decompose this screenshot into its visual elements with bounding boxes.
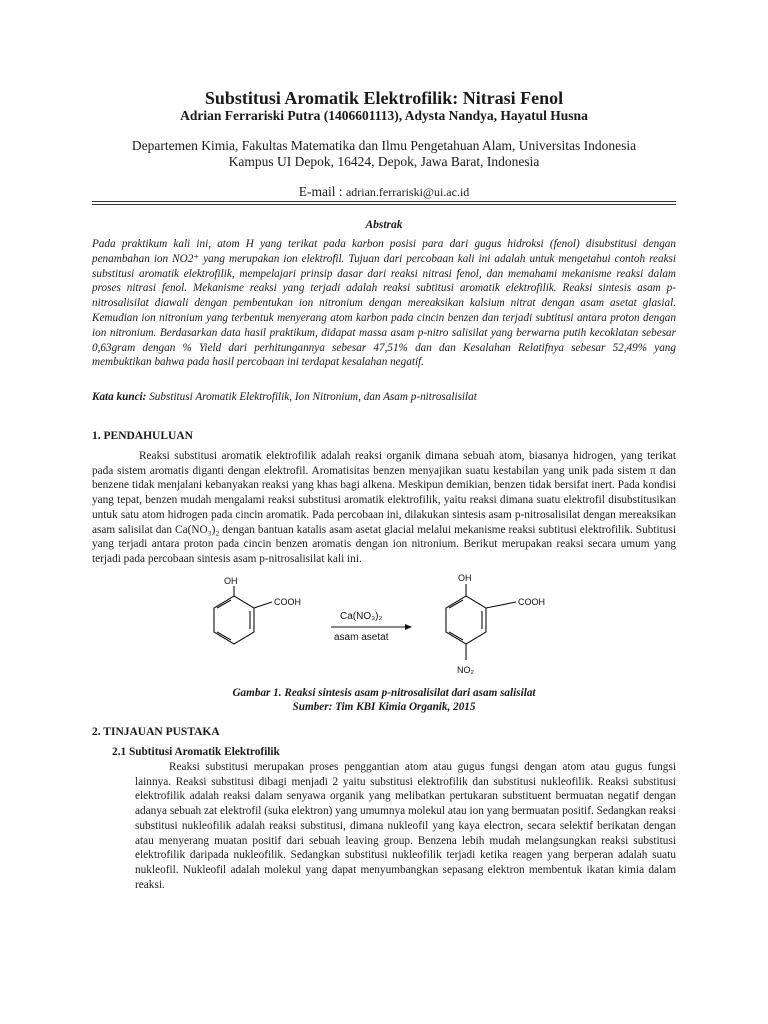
p-nitrosalicylic-acid-structure (446, 584, 516, 660)
header-divider-bottom (92, 204, 676, 205)
keywords (92, 391, 676, 403)
product-cooh-label: COOH (518, 597, 545, 607)
solvent-label: asam asetat (334, 632, 389, 643)
paper-authors: Adrian Ferrariski Putra (1406601113), Adysta Nandya, Hayatul Husna (180, 108, 588, 123)
section-2-1-text (135, 760, 676, 892)
figure-caption (0, 686, 768, 714)
section-1-heading: 1. PENDAHULUAN (92, 430, 193, 442)
figure-caption-title: Gambar 1. Reaksi sintesis asam p-nitrosalisilat dari asam salisilat (232, 687, 536, 699)
reactant-oh-label: OH (224, 576, 238, 586)
affiliation (0, 138, 768, 170)
section-2-1-body: Reaksi substitusi merupakan proses penggantian atom atau gugus fungsi dengan atom atau gugus fungsi lainnya. Reaksi substitusi dibagi menjadi 2 yaitu substitusi elektrofilik dan substitusi nukleofilik. Reaksi substitusi elektrofilik adalah reaksi dalam senyawa organik yang melibatkan pertukaran substituent bermuatan negatif dengan adanya sebuah zat elektrofil (suka elektron) yang umumnya molekul atau ion yang bermuatan positif. Sedangkan reaksi substitusi nukleofilik adalah reaksi substitusi, dimana nukleofil yang kaya electron, secara selektif berikatan dengan atau menyerang muatan positif dari sebuah leaving group. Benzena lebih mudah melangsungkan reaksi substitusi elektrofilik daripada nukleofilik. Sedangkan substitusi nukleofilik terjadi ketika reagen yang berperan adalah suatu nukleofil. Nukleofil adalah molekul yang dapat menyumbangkan sepasang elektron membentuk ikatan kimia dalam reaksi. (135, 761, 676, 891)
section-2-1-heading: 2.1 Subtitusi Aromatik Elektrofilik (112, 746, 280, 758)
affiliation-line-2: Kampus UI Depok, 16424, Depok, Jawa Barat, Indonesia (228, 154, 540, 169)
abstract-heading: Abstrak (365, 219, 403, 231)
email-address: adrian.ferrariski@ui.ac.id (345, 185, 470, 199)
affiliation-line-1: Departemen Kimia, Fakultas Matematika dan Ilmu Pengetahuan Alam, Universitas Indonesia (131, 138, 637, 153)
arrow-head (405, 624, 412, 630)
header-divider-top (92, 201, 676, 202)
email-line (0, 184, 768, 200)
keywords-label: Kata kunci: (92, 391, 147, 403)
paper-title: Substitusi Aromatik Elektrofilik: Nitrasi Fenol (204, 88, 564, 108)
abstract-text: Pada praktikum kali ini, atom H yang terikat pada karbon posisi para dari gugus hidroksi (fenol) disubstitusi dengan penambahan ion NO2⁺ yang merupakan ion elektrofil. Tujuan dari percobaan kali ini adalah untuk mengetahui contoh reaksi substitusi aromatik elektrofilik, mempelajari prinsip dasar dari reaksi nitrasi fenol, dan memahami mekanisme reaksi dalam proses nitrasi fenol. Mekanisme reaksi yang terjadi adalah reaksi subtitusi aromatik elektrofilik. Reaksi sintesis asam p-nitrosalisilat diawali dengan pembentukan ion nitronium dengan mereaksikan kalsium nitrat dengan asam asetat glasial. Kemudian ion nitronium yang terbentuk menyerang atom karbon pada cincin benzen dan terjadi subtitusi antara proton dengan ion nitronium. Berdasarkan data hasil praktikum, didapat massa asam p-nitro salisilat yang berwarna putih kecoklatan sebesar 0,63gram dengan % Yield dari perhitungannya sebesar 47,51% dan dan Kesalahan Relatifnya sebesar 52,49% yang membuktikan bahwa pada hasil percobaan ini terdapat kesalahan negatif. (92, 238, 676, 369)
section-1-text (92, 449, 676, 567)
figure-caption-source: Sumber: Tim KBI Kimia Organik, 2015 (292, 701, 476, 713)
salicylic-acid-structure (214, 586, 272, 644)
email-label: E-mail : (298, 184, 346, 199)
section-1-body: Reaksi substitusi aromatik elektrofilik adalah reaksi organik dimana sebuah atom, biasanya hidrogen, yang terikat pada sistem aromatis diganti dengan elektrofil. Aromatisitas benzen menyajikan suatu kestabilan yang unik pada sistem π dan benzene tidak menjalani kebanyakan reaksi yang khas bagi alkena. Meskipun demikian, benzen tidak bersifat inert. Pada kondisi yang tepat, benzen mudah mengalami reaksi substitusi aromatik elektrofilik, yaitu reaksi dimana suatu elektrofil disubstitusikan untuk satu atom hidrogen pada cincin aromatik. Pada percobaan ini, dilakukan sintesis asam p-nitrosalisilat dengan mereaksikan asam salisilat dan Ca(NO₃)₂ dengan bantuan katalis asam asetat glacial melalui mekanisme reaksi subtitusi elektrofilik. Subtitusi yang terjadi antara proton pada cincin benzen aromatis dengan ion nitronium. Berikut merupakan reaksi secara umum yang terjadi pada percobaan sintesis asam p-nitrosalisilat kali ini. (92, 450, 676, 565)
keywords-text: Substitusi Aromatik Elektrofilik, Ion Nitronium, dan Asam p-nitrosalisilat (146, 391, 477, 403)
reaction-scheme (200, 572, 570, 682)
reagent-label: Ca(NO₃)₂ (340, 611, 383, 622)
product-no2-label: NO₂ (457, 665, 474, 675)
reactant-cooh-label: COOH (274, 597, 301, 607)
section-2-heading: 2. TINJAUAN PUSTAKA (92, 726, 220, 738)
product-oh-label: OH (458, 573, 472, 583)
